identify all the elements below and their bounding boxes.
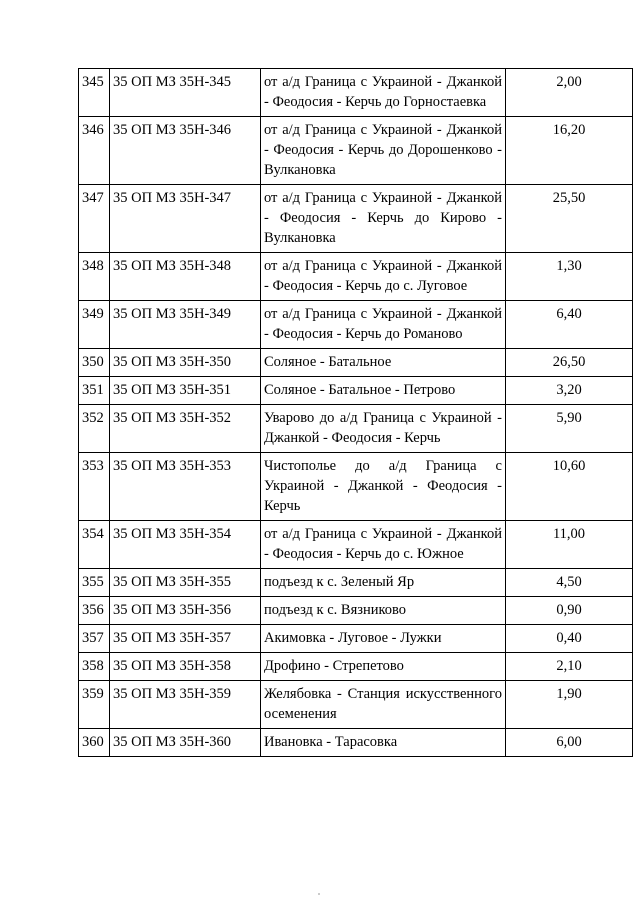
road-length: 11,00: [506, 521, 633, 569]
row-number: 346: [79, 117, 110, 185]
table-row: [79, 681, 633, 729]
row-number: 355: [79, 569, 110, 597]
row-number: 345: [79, 69, 110, 117]
road-length: 3,20: [506, 377, 633, 405]
table-row: [79, 253, 633, 301]
road-code: 35 ОП МЗ 35Н-353: [110, 453, 261, 521]
road-name: от а/д Граница с Украиной - Джанкой - Феодосия - Керчь до с. Южное: [261, 521, 506, 569]
table-row: [79, 653, 633, 681]
road-length: 2,00: [506, 69, 633, 117]
road-name: Дрофино - Стрепетово: [261, 653, 506, 681]
road-name: Чистополье до а/д Граница с Украиной - Джанкой - Феодосия - Керчь: [261, 453, 506, 521]
road-length: 2,10: [506, 653, 633, 681]
table-row: [79, 301, 633, 349]
road-code: 35 ОП МЗ 35Н-356: [110, 597, 261, 625]
road-name: Соляное - Батальное: [261, 349, 506, 377]
road-length: 6,00: [506, 729, 633, 757]
road-code: 35 ОП МЗ 35Н-360: [110, 729, 261, 757]
road-code: 35 ОП МЗ 35Н-347: [110, 185, 261, 253]
table-row: [79, 729, 633, 757]
table-row: [79, 625, 633, 653]
road-length: 5,90: [506, 405, 633, 453]
road-code: 35 ОП МЗ 35Н-354: [110, 521, 261, 569]
row-number: 348: [79, 253, 110, 301]
row-number: 357: [79, 625, 110, 653]
row-number: 349: [79, 301, 110, 349]
road-name: Уварово до а/д Граница с Украиной - Джанкой - Феодосия - Керчь: [261, 405, 506, 453]
table-row: [79, 377, 633, 405]
road-length: 10,60: [506, 453, 633, 521]
road-code: 35 ОП МЗ 35Н-346: [110, 117, 261, 185]
road-code: 35 ОП МЗ 35Н-350: [110, 349, 261, 377]
row-number: 360: [79, 729, 110, 757]
road-name: Ивановка - Тарасовка: [261, 729, 506, 757]
road-length: 25,50: [506, 185, 633, 253]
road-length: 0,90: [506, 597, 633, 625]
road-code: 35 ОП МЗ 35Н-351: [110, 377, 261, 405]
table-row: [79, 521, 633, 569]
road-length: 1,30: [506, 253, 633, 301]
road-name: от а/д Граница с Украиной - Джанкой - Феодосия - Керчь до Дорошенково - Вулкановка: [261, 117, 506, 185]
road-length: 1,90: [506, 681, 633, 729]
table-row: [79, 405, 633, 453]
road-name: Соляное - Батальное - Петрово: [261, 377, 506, 405]
road-name: от а/д Граница с Украиной - Джанкой - Феодосия - Керчь до Горностаевка: [261, 69, 506, 117]
road-length: 6,40: [506, 301, 633, 349]
road-name: от а/д Граница с Украиной - Джанкой - Феодосия - Керчь до Романово: [261, 301, 506, 349]
road-code: 35 ОП МЗ 35Н-345: [110, 69, 261, 117]
road-code: 35 ОП МЗ 35Н-355: [110, 569, 261, 597]
road-name: подъезд к с. Зеленый Яр: [261, 569, 506, 597]
road-code: 35 ОП МЗ 35Н-358: [110, 653, 261, 681]
road-name: от а/д Граница с Украиной - Джанкой - Феодосия - Керчь до с. Луговое: [261, 253, 506, 301]
road-code: 35 ОП МЗ 35Н-352: [110, 405, 261, 453]
scan-speck: [318, 893, 320, 895]
table-row: [79, 185, 633, 253]
road-name: Желябовка - Станция искусственного осеменения: [261, 681, 506, 729]
road-name: подъезд к с. Вязниково: [261, 597, 506, 625]
road-length: 16,20: [506, 117, 633, 185]
row-number: 356: [79, 597, 110, 625]
row-number: 347: [79, 185, 110, 253]
table-row: [79, 69, 633, 117]
road-name: Акимовка - Луговое - Лужки: [261, 625, 506, 653]
road-code: 35 ОП МЗ 35Н-359: [110, 681, 261, 729]
row-number: 354: [79, 521, 110, 569]
row-number: 359: [79, 681, 110, 729]
road-length: 4,50: [506, 569, 633, 597]
road-name: от а/д Граница с Украиной - Джанкой - Феодосия - Керчь до Кирово - Вулкановка: [261, 185, 506, 253]
road-length: 0,40: [506, 625, 633, 653]
row-number: 353: [79, 453, 110, 521]
table-row: [79, 569, 633, 597]
row-number: 352: [79, 405, 110, 453]
road-code: 35 ОП МЗ 35Н-357: [110, 625, 261, 653]
row-number: 351: [79, 377, 110, 405]
table-row: [79, 117, 633, 185]
road-code: 35 ОП МЗ 35Н-348: [110, 253, 261, 301]
road-length: 26,50: [506, 349, 633, 377]
road-code: 35 ОП МЗ 35Н-349: [110, 301, 261, 349]
row-number: 358: [79, 653, 110, 681]
row-number: 350: [79, 349, 110, 377]
table-row: [79, 597, 633, 625]
roads-table: [78, 68, 633, 757]
table-row: [79, 453, 633, 521]
table-row: [79, 349, 633, 377]
